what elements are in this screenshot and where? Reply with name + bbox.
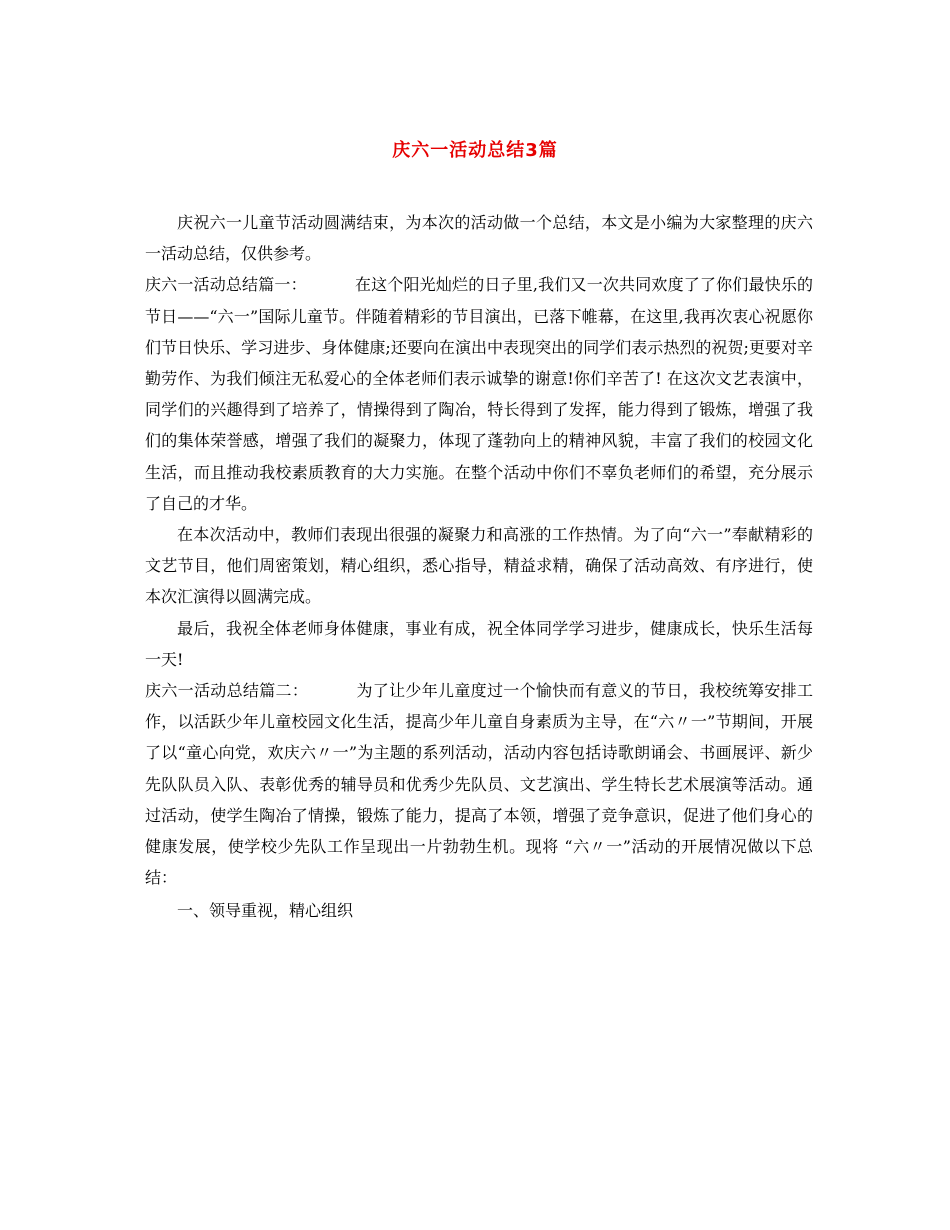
part1-paragraph-2: 在本次活动中，教师们表现出很强的凝聚力和高涨的工作热情。为了向“六一”奉献精彩的文艺节目，他们周密策划，精心组织，悉心指导，精益求精，确保了活动高效、有序进行，使本次汇演得以圆满完成。 bbox=[145, 525, 813, 607]
part2-label: 庆六一活动总结篇二： bbox=[145, 681, 309, 701]
part1-label: 庆六一活动总结篇一： bbox=[145, 275, 307, 295]
section-heading-1: 一、领导重视，精心组织 bbox=[177, 901, 354, 921]
intro-paragraph: 庆祝六一儿童节活动圆满结束，为本次的活动做一个总结，本文是小编为大家整理的庆六一活动总结，仅供参考。 bbox=[145, 213, 813, 264]
document-body bbox=[145, 207, 813, 927]
part1-first-paragraph: 在这个阳光灿烂的日子里,我们又一次共同欢度了了你们最快乐的节日——“六一”国际儿童节。伴随着精彩的节目演出，已落下帷幕，在这里,我再次衷心祝愿你们节日快乐、学习进步、身体健康;还要向在演出中表现突出的同学们表示热烈的祝贺;更要对辛勤劳作、为我们倾注无私爱心的全体老师们表示诚挚的谢意!你们辛苦了! 在这次文艺表演中，同学们的兴趣得到了培养了，情操得到了陶冶，特长得到了发挥，能力得到了锻炼，增强了我们的集体荣誉感，增强了我们的凝聚力，体现了蓬勃向上的精神风貌，丰富了我们的校园文化生活，而且推动我校素质教育的大力实施。在整个活动中你们不辜负老师们的希望，充分展示了自己的才华。 bbox=[145, 275, 813, 513]
document-title: 庆六一活动总结3篇 bbox=[392, 140, 558, 161]
part2-first-paragraph: 为了让少年儿童度过一个愉快而有意义的节日，我校统筹安排工作，以活跃少年儿童校园文化生活，提高少年儿童自身素质为主导，在“六〃一”节期间，开展了以“童心向党，欢庆六〃一”为主题的系列活动，活动内容包括诗歌朗诵会、书画展评、新少先队队员入队、表彰优秀的辅导员和优秀少先队员、文艺演出、学生特长艺术展演等活动。通过活动，使学生陶冶了情操，锻炼了能力，提高了本领，增强了竞争意识，促进了他们身心的健康发展，使学校少先队工作呈现出一片勃勃生机。现将 “六〃一”活动的开展情况做以下总结： bbox=[145, 681, 813, 888]
part2-paragraph bbox=[145, 675, 813, 893]
part1-paragraph-3: 最后，我祝全体老师身体健康，事业有成，祝全体同学学习进步，健康成长，快乐生活每一天! bbox=[145, 618, 813, 669]
part1-paragraph bbox=[145, 269, 813, 519]
